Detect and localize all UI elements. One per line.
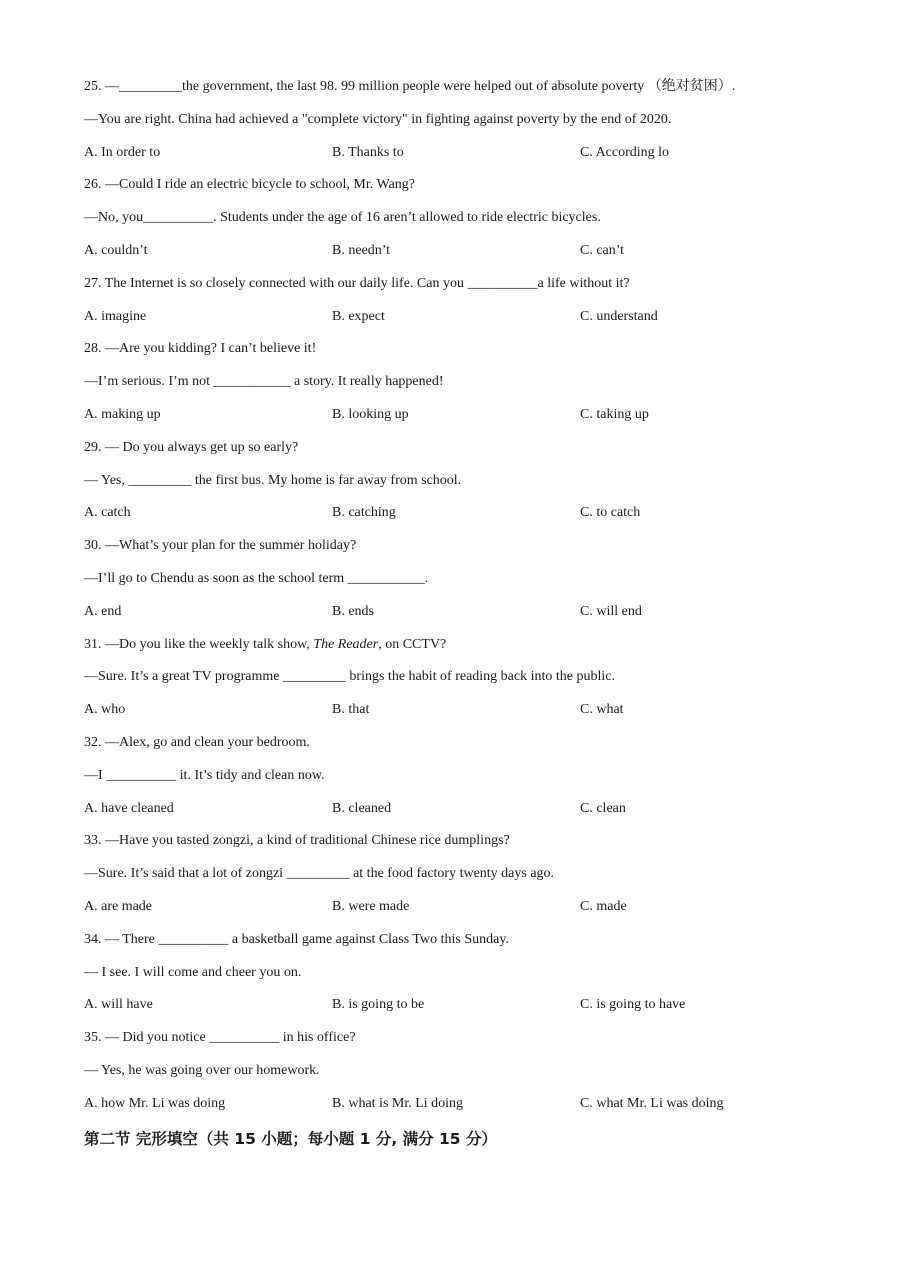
question-32: [84, 731, 844, 829]
question-line: —I’m serious. I’m not ___________ a story. It really happened!: [84, 374, 444, 390]
option-c: C. what: [580, 702, 624, 718]
option-a: A. couldn’t: [84, 242, 148, 258]
option-a: A. have cleaned: [84, 800, 174, 816]
question-line: 32. —Alex, go and clean your bedroom.: [84, 734, 310, 750]
option-b: B. looking up: [332, 406, 409, 422]
option-b: B. what is Mr. Li doing: [332, 1095, 464, 1111]
section-heading: 第二节 完形填空（共 15 小题；每小题 1 分, 满分 15 分）: [84, 1129, 497, 1148]
question-28: [84, 337, 844, 435]
question-33: [84, 829, 844, 927]
option-b: B. ends: [332, 603, 374, 619]
question-31: [84, 633, 844, 731]
option-c: C. is going to have: [580, 997, 686, 1013]
option-b: B. that: [332, 702, 370, 718]
question-35: [84, 1026, 844, 1124]
question-text: , on CCTV?: [378, 636, 447, 652]
option-b: B. Thanks to: [332, 144, 404, 160]
option-b: B. needn’t: [332, 242, 391, 258]
question-line: —I’ll go to Chendu as soon as the school term ___________.: [84, 570, 429, 586]
option-a: A. are made: [84, 898, 153, 914]
option-b: B. is going to be: [332, 997, 425, 1013]
option-a: A. end: [84, 603, 122, 619]
question-34: [84, 928, 844, 1026]
question-line: 27. The Internet is so closely connected with our daily life. Can you __________a life without it?: [84, 275, 630, 291]
question-line: 25. —_________the government, the last 98. 99 million people were helped out of absolute poverty （绝对贫困）.: [84, 79, 736, 94]
option-c: C. what Mr. Li was doing: [580, 1095, 724, 1111]
option-a: A. In order to: [84, 144, 161, 160]
show-title: The Reader: [313, 636, 379, 652]
question-line: 34. — There __________ a basketball game against Class Two this Sunday.: [84, 931, 509, 947]
question-30: [84, 534, 844, 632]
option-c: C. to catch: [580, 505, 641, 521]
question-line: — Yes, _________ the first bus. My home is far away from school.: [84, 472, 462, 488]
question-line: —You are right. China had achieved a "complete victory" in fighting against poverty by the end of 2020.: [84, 111, 672, 127]
question-line: —Sure. It’s a great TV programme _________ brings the habit of reading back into the public.: [84, 669, 615, 685]
question-line: —Sure. It’s said that a lot of zongzi _________ at the food factory twenty days ago.: [84, 866, 555, 882]
option-b: B. expect: [332, 308, 385, 324]
options-row: [84, 239, 844, 272]
options-row: [84, 600, 844, 633]
option-c: C. According lo: [580, 144, 670, 160]
option-b: B. were made: [332, 898, 410, 914]
options-row: [84, 403, 844, 436]
options-row: [84, 797, 844, 830]
option-c: C. will end: [580, 603, 642, 619]
option-a: A. catch: [84, 505, 131, 521]
question-line: 26. —Could I ride an electric bicycle to school, Mr. Wang?: [84, 177, 416, 193]
options-row: [84, 141, 844, 174]
options-row: [84, 1092, 844, 1125]
exam-page: [84, 75, 844, 1157]
option-b: B. catching: [332, 505, 396, 521]
question-line: 33. —Have you tasted zongzi, a kind of traditional Chinese rice dumplings?: [84, 833, 510, 849]
option-a: A. making up: [84, 406, 161, 422]
question-line: 30. —What’s your plan for the summer holiday?: [84, 538, 357, 554]
question-line: —I __________ it. It’s tidy and clean now.: [84, 767, 325, 783]
option-c: C. made: [580, 898, 627, 914]
options-row: [84, 993, 844, 1026]
question-line: 29. — Do you always get up so early?: [84, 439, 299, 455]
question-29: [84, 436, 844, 534]
question-line: 28. —Are you kidding? I can’t believe it!: [84, 341, 317, 357]
option-a: A. who: [84, 702, 126, 718]
option-b: B. cleaned: [332, 800, 392, 816]
question-line: — Yes, he was going over our homework.: [84, 1062, 320, 1078]
question-line: [84, 633, 844, 666]
question-line: —No, you__________. Students under the age of 16 aren’t allowed to ride electric bicycles.: [84, 210, 601, 226]
question-text: 31. —Do you like the weekly talk show,: [84, 636, 314, 652]
question-25: [84, 75, 844, 173]
options-row: [84, 895, 844, 928]
question-line: — I see. I will come and cheer you on.: [84, 964, 302, 980]
options-row: [84, 698, 844, 731]
option-c: C. taking up: [580, 406, 649, 422]
options-row: [84, 501, 844, 534]
question-26: [84, 173, 844, 271]
option-c: C. can’t: [580, 242, 625, 258]
question-line: 35. — Did you notice __________ in his office?: [84, 1030, 356, 1046]
option-c: C. understand: [580, 308, 658, 324]
option-c: C. clean: [580, 800, 626, 816]
question-27: [84, 272, 844, 338]
option-a: A. will have: [84, 997, 153, 1013]
option-a: A. imagine: [84, 308, 147, 324]
option-a: A. how Mr. Li was doing: [84, 1095, 226, 1111]
options-row: [84, 305, 844, 338]
